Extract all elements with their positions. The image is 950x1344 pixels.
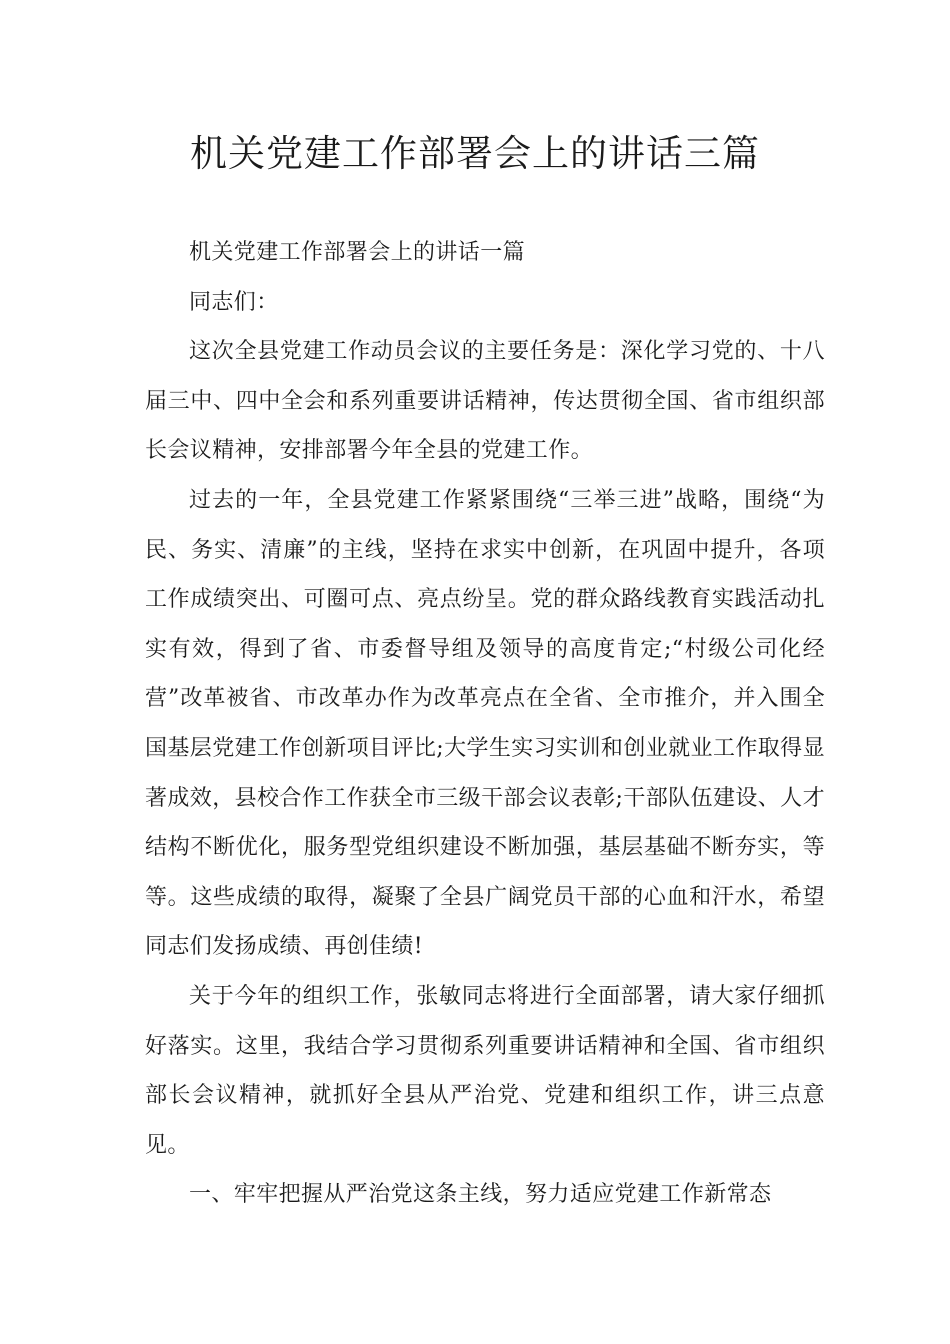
document-body [145, 228, 825, 1220]
body-paragraph: 过去的一年，全县党建工作紧紧围绕“三举三进”战略，围绕“为民、务实、清廉”的主线，坚持在求实中创新，在巩固中提升，各项工作成绩突出、可圈可点、亮点纷呈。党的群众路线教育实践活动扎实有效，得到了省、市委督导组及领导的高度肯定;“村级公司化经营”改革被省、市改革办作为改革亮点在全省、全市推介，并入围全国基层党建工作创新项目评比;大学生实习实训和创业就业工作取得显著成效，县校合作工作获全市三级干部会议表彰;干部队伍建设、人才结构不断优化，服务型党组织建设不断加强，基层基础不断夯实，等等。这些成绩的取得，凝聚了全县广阔党员干部的心血和汗水，希望同志们发扬成绩、再创佳绩! [145, 487, 825, 960]
subtitle-paragraph: 机关党建工作部署会上的讲话一篇 [189, 240, 526, 265]
document-title: 机关党建工作部署会上的讲话三篇 [190, 132, 760, 175]
body-paragraph: 关于今年的组织工作，张敏同志将进行全面部署，请大家仔细抓好落实。这里，我结合学习贯彻系列重要讲话精神和全国、省市组织部长会议精神，就抓好全县从严治党、党建和组织工作，讲三点意见。 [145, 983, 825, 1158]
salutation-paragraph: 同志们： [189, 289, 279, 315]
section-heading: 一、牢牢把握从严治党这条主线，努力适应党建工作新常态 [189, 1182, 772, 1208]
body-paragraph: 这次全县党建工作动员会议的主要任务是：深化学习党的、十八届三中、四中全会和系列重要讲话精神，传达贯彻全国、省市组织部长会议精神，安排部署今年全县的党建工作。 [145, 339, 825, 464]
